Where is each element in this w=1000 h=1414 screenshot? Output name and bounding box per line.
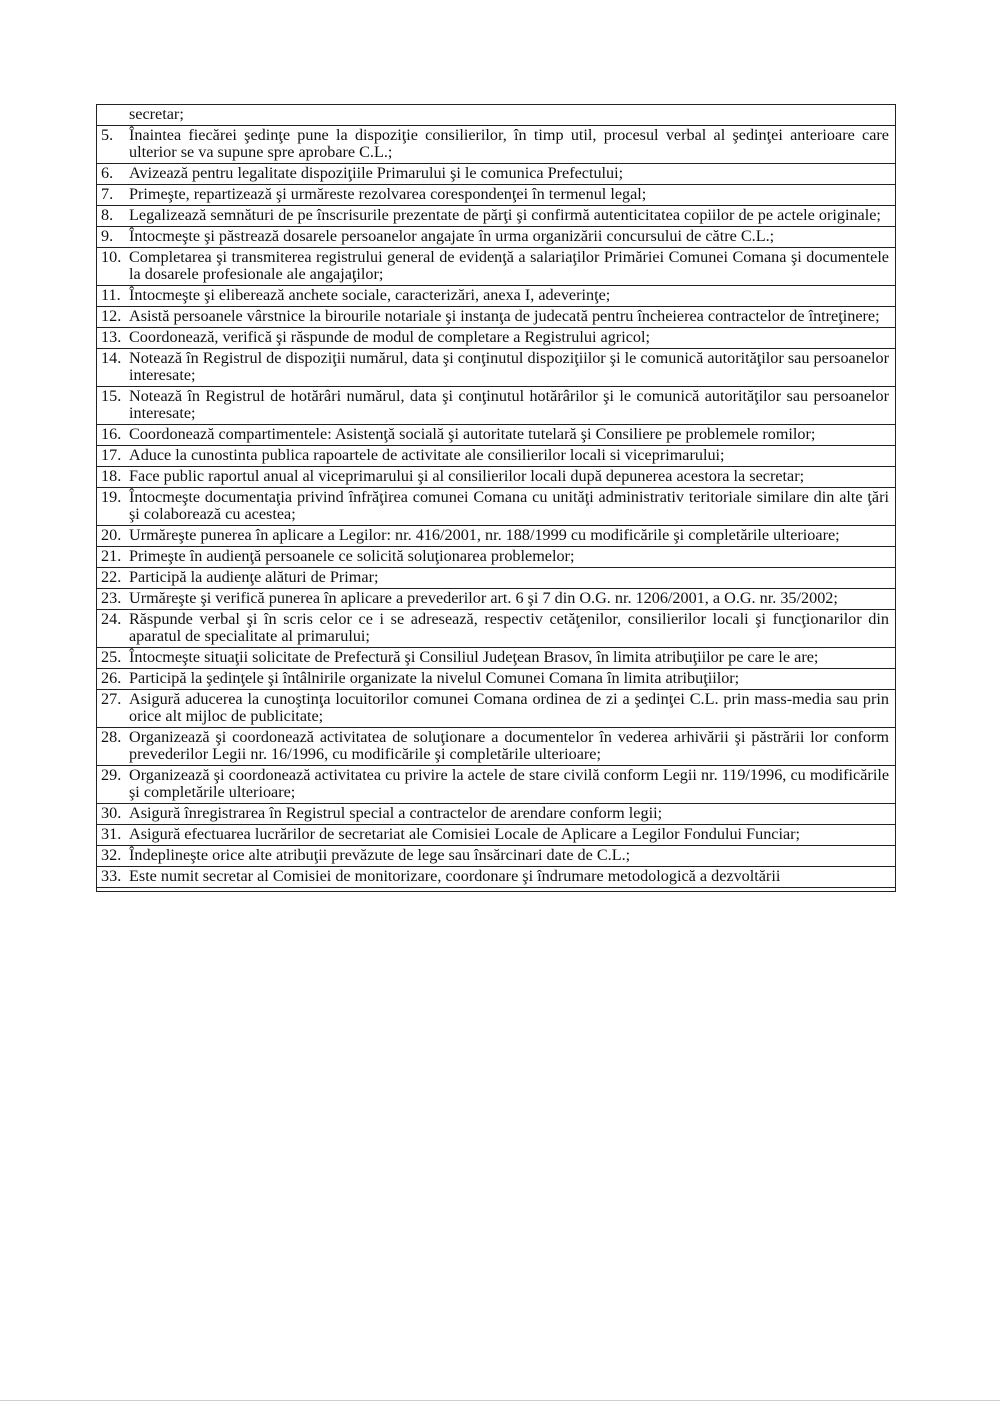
row-text: Coordonează compartimentele: Asistenţă socială şi autoritate tutelară şi Consiliere pe problemele romilor; (129, 425, 816, 443)
table-row (97, 163, 895, 184)
duties-table (96, 104, 896, 892)
row-number: 17. (101, 446, 122, 464)
row-text: Este numit secretar al Comisiei de monitorizare, coordonare şi îndrumare metodologică a dezvoltării (129, 867, 781, 885)
row-text: Avizează pentru legalitate dispoziţiile Primarului şi le comunica Prefectului; (129, 164, 624, 182)
row-text: Asigură efectuarea lucrărilor de secretariat ale Comisiei Locale de Aplicare a Legilor Fondului Funciar; (129, 825, 801, 843)
table-row (97, 226, 895, 247)
row-text: Primeşte, repartizează şi urmăreste rezolvarea corespondenţei în termenul legal; (129, 185, 647, 203)
row-number: 25. (101, 648, 122, 666)
row-text: Participă la şedinţele şi întâlnirile organizate la nivelul Comunei Comana în limita atribuţiilor; (129, 669, 740, 687)
row-number: 8. (101, 206, 114, 224)
row-text: Completarea şi transmiterea registrului general de evidenţă a salariaţilor Primăriei Comunei Comana şi documentele la dosarele profesionale ale angajaţilor; (129, 248, 889, 283)
row-number: 12. (101, 307, 122, 325)
row-number: 28. (101, 728, 122, 746)
row-number: 16. (101, 425, 122, 443)
row-text: Întocmeşte situaţii solicitate de Prefectură şi Consiliul Judeţean Brasov, în limita atribuţiilor pe care le are; (129, 648, 819, 666)
table-row (97, 424, 895, 445)
table-row (97, 348, 895, 386)
row-text: Îndeplineşte orice alte atribuţii prevăzute de lege sau însărcinari date de C.L.; (129, 846, 631, 864)
row-number: 23. (101, 589, 122, 607)
page-bottom-divider (0, 1400, 1000, 1401)
row-number: 7. (101, 185, 114, 203)
row-text: Notează în Registrul de dispoziţii numărul, data şi conţinutul dispoziţiilor şi le comunică autorităţilor sau persoanelor interesate; (129, 349, 889, 384)
row-text: Aduce la cunostinta publica rapoartele de activitate ale consilierilor locali si viceprimarului; (129, 446, 725, 464)
table-row (97, 845, 895, 866)
table-row (97, 466, 895, 487)
row-number: 32. (101, 846, 122, 864)
row-number: 10. (101, 248, 122, 266)
row-number: 31. (101, 825, 122, 843)
row-text: Urmăreşte punerea în aplicare a Legilor: nr. 416/2001, nr. 188/1999 cu modificările şi completările ulterioare; (129, 526, 840, 544)
table-row (97, 765, 895, 803)
row-number: 6. (101, 164, 114, 182)
row-text: Coordonează, verifică şi răspunde de modul de completare a Registrului agricol; (129, 328, 650, 346)
row-number: 26. (101, 669, 122, 687)
row-number: 19. (101, 488, 122, 506)
row-number: 13. (101, 328, 122, 346)
row-number: 5. (101, 126, 114, 144)
row-number: 9. (101, 227, 114, 245)
row-number: 29. (101, 766, 122, 784)
table-row (97, 609, 895, 647)
row-text: Asistă persoanele vârstnice la birourile notariale şi instanţa de judecată pentru încheierea contractelor de întreţinere; (129, 307, 880, 325)
row-number: 18. (101, 467, 122, 485)
row-text: Asigură înregistrarea în Registrul special a contractelor de arendare conform legii; (129, 804, 663, 822)
row-text: Înaintea fiecărei şedinţe pune la dispoziţie consilierilor, în timp util, procesul verbal al şedinţei anterioare care ulterior se va supune spre aprobare C.L.; (129, 126, 889, 161)
row-number: 15. (101, 387, 122, 405)
table-row (97, 247, 895, 285)
row-text: Organizează şi coordonează activitatea cu privire la actele de stare civilă conform Legii nr. 119/1996, cu modificările şi completările ulterioare; (129, 766, 889, 801)
table-row (97, 727, 895, 765)
table-row (97, 327, 895, 348)
row-text: Asigură aducerea la cunoştinţa locuitorilor comunei Comana ordinea de zi a şedinţei C.L. prin mass-media sau prin orice alt mijloc de publicitate; (129, 690, 889, 725)
table-row (97, 668, 895, 689)
table-row (97, 546, 895, 567)
table-row (97, 487, 895, 525)
row-text: secretar; (129, 105, 184, 123)
table-row (97, 866, 895, 887)
table-row (97, 445, 895, 466)
row-text: Întocmeşte şi eliberează anchete sociale, caracterizări, anexa I, adeverinţe; (129, 286, 611, 304)
row-number: 14. (101, 349, 122, 367)
row-text: Răspunde verbal şi în scris celor ce i se adresează, respectiv cetăţenilor, consilierilor locali şi funcţionarilor din aparatul de specialitate al primarului; (129, 610, 889, 645)
row-number: 21. (101, 547, 122, 565)
row-text: Legalizează semnături de pe înscrisurile prezentate de părţi şi confirmă autenticitatea copiilor de pe actele originale; (129, 206, 881, 224)
row-number: 30. (101, 804, 122, 822)
table-row (97, 285, 895, 306)
row-number: 22. (101, 568, 122, 586)
row-text: Primeşte în audienţă persoanele ce solicită soluţionarea problemelor; (129, 547, 575, 565)
table-row (97, 647, 895, 668)
row-text: Participă la audienţe alături de Primar; (129, 568, 379, 586)
table-row (97, 689, 895, 727)
row-number: 33. (101, 867, 122, 885)
table-row (97, 306, 895, 327)
row-number: 27. (101, 690, 122, 708)
table-row (97, 803, 895, 824)
table-row (97, 525, 895, 546)
table-row (97, 184, 895, 205)
row-text: Organizează şi coordonează activitatea de soluţionare a documentelor în vederea arhivării şi păstrării lor conform prevederilor Legii nr. 16/1996, cu modificările şi completările ulterioare; (129, 728, 889, 763)
table-row (97, 588, 895, 609)
table-row (97, 567, 895, 588)
table-row (97, 386, 895, 424)
row-text: Întocmeşte documentaţia privind înfrăţirea comunei Comana cu unităţi administrativ teritoriale similare din alte ţări şi colaborează cu acestea; (129, 488, 889, 523)
row-number: 11. (101, 286, 121, 304)
table-row (97, 887, 895, 891)
row-text: Notează în Registrul de hotărâri numărul, data şi conţinutul hotărârilor şi le comunică autorităţilor sau persoanelor interesate; (129, 387, 889, 422)
row-text: Urmăreşte şi verifică punerea în aplicare a prevederilor art. 6 şi 7 din O.G. nr. 1206/2001, a O.G. nr. 35/2002; (129, 589, 838, 607)
table-row (97, 105, 895, 125)
row-text: Întocmeşte şi păstrează dosarele persoanelor angajate în urma organizării concursului de către C.L.; (129, 227, 775, 245)
table-row (97, 125, 895, 163)
row-text: Face public raportul anual al viceprimarului şi al consilierilor locali după depunerea acestora la secretar; (129, 467, 805, 485)
table-row (97, 824, 895, 845)
row-number: 24. (101, 610, 122, 628)
table-row (97, 205, 895, 226)
row-number: 20. (101, 526, 122, 544)
